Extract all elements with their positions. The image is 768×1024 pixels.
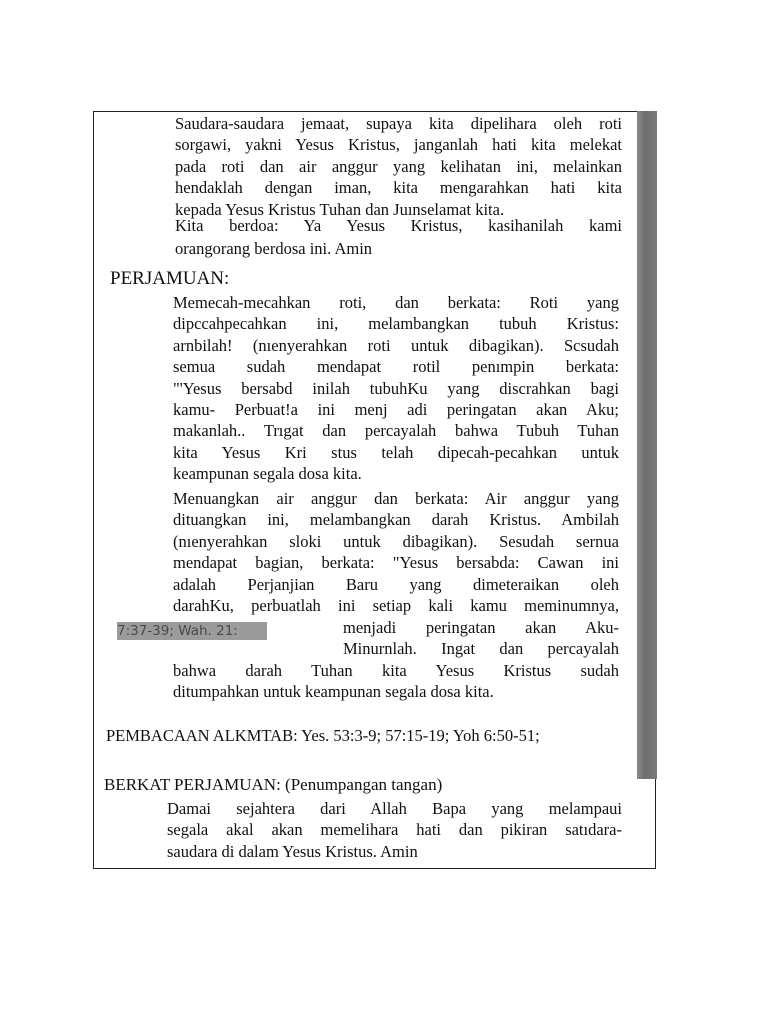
wine-paragraph (173, 488, 619, 616)
text-line: hendaklah dengan iman, kita mengarahkan hati kita (175, 178, 622, 198)
text-line: "'Yesus bersabd inilah tubuhKu yang discrahkan bagi (173, 378, 619, 398)
side-scrollbar[interactable] (637, 111, 657, 779)
text-line: mendapat bagian, berkata: "Yesus bersabda: Cawan ini (173, 553, 619, 573)
pembacaan-line: PEMBACAAN ALKMTAB: Yes. 53:3-9; 57:15-19; Yoh 6:50-51; (106, 726, 540, 745)
text-line: saudara di dalam Yesus Kristus. Amin (167, 841, 418, 861)
text-line: Damai sejahtera dari Allah Bapa yang melampaui (167, 799, 622, 818)
text-line: kamu- Perbuat!a ini menj adi peringatan akan Aku; (173, 400, 619, 420)
text-line: orangorang berdosa ini. Amin (175, 239, 373, 259)
text-line: semua sudah mendapat rotil penımpin berkata: (173, 357, 619, 377)
text-line: Kita berdoa: Ya Yesus Kristus, kasihanilah kami (175, 216, 622, 235)
text-line: Memecah-mecahkan roti, dan berkata: Roti yang (173, 293, 619, 312)
text-line: kepada Yesus Kristus Tuhan dan Juınselamat kita. (175, 199, 505, 219)
text-line: ditumpahkan untuk keampunan segala dosa kita. (173, 682, 494, 702)
text-line: Saudara-saudara jemaat, supaya kita dipelihara oleh roti (175, 114, 622, 133)
text-line: makanlah.. Trıgat dan percayalah bahwa Tubuh Tuhan (173, 421, 619, 441)
text-line: dipccahpecahkan ini, melambangkan tubuh Kristus: (173, 314, 619, 334)
wine-closing-lines (173, 660, 619, 703)
text-line: kita Yesus Kri stus telah dipecah-pecahkan untuk (173, 442, 619, 462)
text-line: adalah Perjanjian Baru yang dimeteraikan oleh (173, 574, 619, 594)
text-line: dituangkan ini, melambangkan darah Kristus. Ambilah (173, 510, 619, 530)
text-line: pada roti dan air anggur yang kelihatan ini, melainkan (175, 156, 622, 176)
wine-indented-lines (343, 617, 619, 660)
text-line: menjadi peringatan akan Aku- (343, 618, 619, 637)
text-line: Minurnlah. Ingat dan percayalah (343, 639, 619, 659)
text-line: Menuangkan air anggur dan berkata: Air anggur yang (173, 489, 619, 508)
text-line: segala akal akan memelihara hati dan pikiran satıdara- (167, 820, 622, 840)
text-line: keampunan segala dosa kita. (173, 464, 362, 484)
text-line: bahwa darah Tuhan kita Yesus Kristus sudah (173, 661, 619, 680)
prayer-paragraph (175, 215, 622, 260)
text-line: arnbilah! (nıenyerahkan roti untuk dibagikan). Scsudah (173, 335, 619, 355)
text-line: sorgawi, yakni Yesus Kristus, janganlah hati kita melekat (175, 135, 622, 155)
berkat-heading: BERKAT PERJAMUAN: (Penumpangan tangan) (104, 775, 443, 794)
perjamuan-heading: PERJAMUAN: (110, 268, 230, 289)
bread-paragraph (173, 292, 619, 485)
intro-paragraph (175, 113, 622, 220)
berkat-paragraph (167, 798, 622, 862)
text-line: darahKu, perbuatlah ini setiap kali kamu meminumnya, (173, 596, 619, 616)
text-line: (nıenyerahkan sloki untuk dibagikan). Sesudah sernua (173, 531, 619, 551)
reference-strip: 7:37-39; Wah. 21: (117, 622, 267, 640)
